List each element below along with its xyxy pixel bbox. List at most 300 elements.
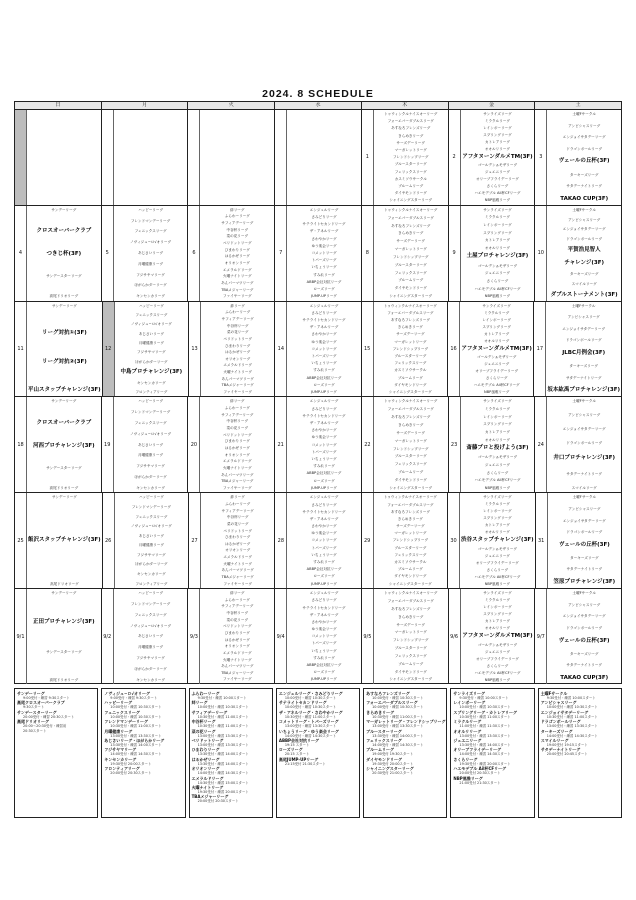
event-item: 土曜Fサークル — [572, 591, 596, 596]
event-item: ミラクルリーグ — [484, 310, 510, 315]
event-item: サタデーナイトリーグ — [566, 663, 602, 668]
event-item: ファイヤーリーグ — [222, 485, 252, 490]
legend-league-time: 11:00受付・練習 11:30スタート — [459, 724, 511, 729]
legend-league-name: 菜の花リーグ — [191, 728, 216, 734]
event-item: ゆう楽会リーグ — [311, 243, 337, 248]
event-item: ブルースターリーグ — [394, 353, 427, 358]
event-item: NBP風雅リーグ — [484, 581, 510, 586]
event-item: はるかぜリーグ — [224, 637, 250, 642]
event-item: 菜の花リーグ — [226, 426, 249, 431]
day-number: 14 — [275, 302, 287, 397]
event-item: ハエモデブル Ail杯CFリーグ — [474, 574, 521, 579]
event-item: ハッピーリーグ — [138, 303, 164, 308]
event-item: サタデーナイトリーグ — [566, 471, 602, 476]
event-item: レインボーリーグ — [482, 317, 511, 322]
event-item: ゴールデンぁモザリーグ — [477, 355, 517, 360]
legend-league-time: 13:00受付・練習 13:30スタート — [110, 733, 162, 738]
day-cell — [102, 110, 189, 205]
event-item: 火曜ナイトリーグ — [223, 657, 252, 662]
day-events — [461, 206, 535, 301]
event-item: ドラゴンボールリーグ — [566, 530, 603, 535]
day-events — [27, 397, 101, 492]
day-cell — [188, 206, 275, 301]
event-item: フジサヤマリーグ — [136, 272, 165, 277]
event-item: ターキーズリーグ — [569, 172, 599, 177]
day-number — [15, 110, 27, 205]
event-item: キンセンカリーグ — [136, 572, 166, 577]
event-item: サンデーリーグ — [51, 207, 77, 212]
event-item: 絆リーグ — [230, 495, 245, 500]
event-item: ゆう楽会リーグ — [311, 435, 337, 440]
legend-league-time: 9:30受付・練習 10:00スタート — [546, 696, 596, 700]
day-number: 19 — [102, 397, 114, 492]
event-item: はるかぜリーグ — [225, 541, 251, 546]
event-item: ミラクルリーグ — [484, 118, 510, 123]
day-number — [275, 110, 287, 205]
legend-league-name: ミラクルリーグ — [453, 719, 482, 725]
day-number: 16 — [448, 302, 460, 397]
event-item: ゴールデンぁモザリーグ — [477, 546, 517, 551]
day-events — [548, 493, 621, 588]
event-item: サテライトセカンドリーグ — [302, 509, 346, 514]
legend-league-name: きらめきリーグ — [366, 709, 395, 715]
legend-league-time: 13:30受付・練習 14:00スタート — [197, 761, 249, 766]
event-highlight: 渋谷スタップチャレンジ(3F) — [461, 537, 534, 544]
event-item: マーガレットリーグ — [394, 531, 427, 536]
legend-league-time: 20:15 スタート — [284, 752, 310, 757]
event-item: ハッピーリーグ — [138, 591, 164, 596]
event-item: オリオンリーグ — [225, 548, 251, 553]
legend-league-time: 9:00受付・練習 9:30スタート — [110, 696, 158, 700]
event-item: TBAメジャーリーグ — [221, 287, 254, 292]
day-events — [200, 206, 274, 301]
event-item: フォーエバーダブルスリーグ — [387, 502, 434, 507]
day-events — [287, 589, 361, 684]
day-number: 3 — [535, 110, 547, 205]
day-events — [287, 206, 361, 301]
event-item: ブルームリーグ — [398, 278, 424, 283]
event-item: ミラクルリーグ — [484, 215, 510, 220]
legend-league-name: はるかぜリーグ — [191, 756, 220, 762]
legend-league-name: NBP風雅リーグ — [453, 775, 483, 781]
event-item: サンライズリーグ — [483, 399, 512, 404]
day-number: 11 — [15, 302, 27, 397]
legend-league-name: ハッピーリーグ — [104, 700, 133, 706]
legend-league-name: アンビシャスリーグ — [540, 700, 577, 706]
day-cell — [103, 493, 189, 588]
legend-league-name: マーガレットリーグ・フレンドシップリーグ — [366, 719, 446, 725]
event-item: ファイヤーリーグ — [223, 389, 253, 394]
event-item: キンセンカリーグ — [136, 380, 166, 385]
legend-league-time: 20:00〜20:30受付・練習前 — [23, 724, 67, 729]
day-number: 25 — [15, 493, 27, 588]
day-cell — [102, 397, 189, 492]
event-item: フロンティアリーグ — [135, 581, 168, 586]
event-item: ハエモデブル Ail杯CFリーグ — [473, 383, 520, 388]
event-item: トゥウィンクルナイスオーリーグ — [384, 399, 438, 404]
legend-league-name: オオルリリーグ — [453, 728, 482, 734]
event-highlight: つきじ杯(3F) — [46, 251, 82, 258]
event-item: フェリックスリーグ — [394, 270, 427, 275]
event-item: ザ・アネルリーグ — [309, 421, 339, 426]
event-item: ミラクルリーグ — [484, 598, 510, 603]
event-item: 土曜Fサークル — [572, 112, 596, 116]
event-item: さわやかリーグ — [311, 524, 337, 529]
event-item: オリーブフライデーリーグ — [475, 369, 519, 374]
event-item: ダイヤモンドリーグ — [394, 669, 427, 674]
legend-league-time: 13:00受付・練習 13:30スタート — [197, 733, 249, 738]
event-item: フォーエバーダブルスリーグ — [387, 215, 434, 220]
event-item: ほがらかダーリーグ — [134, 283, 167, 288]
event-item: ブルースターリーグ — [394, 646, 427, 651]
event-item: 月曜健康リーグ — [138, 645, 164, 650]
event-item: サーズデーリーグ — [396, 239, 425, 244]
legend-league-name: サンデースターリーグ — [17, 709, 57, 715]
event-item: トパーズリーグ — [311, 353, 337, 358]
day-events — [461, 110, 535, 205]
legend-league-time: 13:00受付・練習 13:30スタート — [284, 724, 336, 729]
event-item: ほがらかダーリーグ — [134, 475, 167, 480]
day-events — [374, 493, 447, 588]
day-cell — [535, 110, 621, 205]
event-item: オリーブフライデーリーグ — [476, 177, 519, 182]
event-item: ダイヤモンドリーグ — [394, 574, 427, 579]
event-item: スマイルリーグ — [571, 281, 597, 286]
weekday-label: 月 — [102, 102, 189, 109]
event-highlight: TAKAO CUP(3F) — [560, 195, 609, 202]
legend-column — [450, 688, 534, 818]
event-item: 土曜Fサークル — [572, 207, 596, 212]
event-item: オリーブフライデーリーグ — [476, 656, 519, 661]
event-item: サンデースターリーグ — [46, 465, 82, 470]
legend-league-time: 10:30受付・練習 11:00スタート — [110, 724, 162, 729]
event-item: ローズリーグ — [313, 286, 335, 291]
legend-league-time: 10:30受付・練習 11:00スタート — [459, 714, 511, 719]
day-number: 10 — [535, 206, 547, 301]
day-cell — [188, 589, 275, 684]
event-item: あじさいリーグ — [138, 634, 164, 639]
week-row — [15, 397, 621, 493]
day-cell — [362, 110, 449, 205]
day-events — [287, 493, 360, 588]
event-item: シャイニングスターリーグ — [389, 198, 433, 203]
legend-league-name: エメラルドリーグ — [191, 775, 224, 781]
event-item: レインボーリーグ — [483, 125, 512, 130]
day-cell — [15, 493, 103, 588]
event-item: ふらわーリーグ — [224, 597, 250, 602]
legend-league-time: 10:00受付・練習 10:30スタート — [459, 705, 511, 710]
legend-league-name: サンライズリーグ — [453, 691, 486, 696]
event-item: 月曜健康リーグ — [138, 543, 164, 548]
legend-league-time: 13:30受付・練習 14:00スタート — [459, 743, 511, 748]
legend-league-time: 14:00受付・練習 14:30スタート — [459, 752, 511, 757]
event-item: フジサヤマリーグ — [136, 464, 165, 469]
legend-league-name: ノヴィジュ−ロ√オリーグ — [104, 691, 150, 696]
event-item: アンビシャスリーグ — [568, 217, 601, 222]
legend-league-name: 高尾クロスオーバークラブ — [17, 700, 65, 706]
event-item: ゆう楽会リーグ — [311, 627, 337, 632]
event-item: フレンドシップリーグ — [392, 155, 429, 160]
event-item: エンジェルリーグ — [309, 591, 339, 596]
day-cell — [15, 397, 102, 492]
event-item: ゴールデンぁモザリーグ — [477, 163, 518, 168]
day-events — [27, 589, 101, 684]
legend-league-name: サテライトセカンドリーグ — [278, 700, 327, 706]
day-number: 29 — [362, 493, 374, 588]
legend-league-name: 月曜健康リーグ — [104, 728, 133, 734]
event-item: あすなろフレンズリーグ — [390, 509, 430, 514]
event-item: すみれリーグ — [313, 272, 335, 277]
event-item: フレンドシップリーグ — [392, 638, 429, 643]
event-item: トゥウィンクルナイスオーリーグ — [384, 207, 438, 212]
legend-league-name: サンデーリーグ — [17, 691, 45, 696]
event-item: サンライズリーグ — [483, 207, 512, 212]
day-cell — [102, 206, 189, 301]
legend-league-name: サタデーナイトリーグ — [540, 747, 581, 753]
legend-column — [189, 688, 273, 818]
event-item: フェリックスリーグ — [394, 462, 427, 467]
event-item: エンジョイサタデーリーグ — [562, 326, 606, 331]
day-cell — [188, 110, 275, 205]
event-item: 絆リーグ — [230, 591, 245, 596]
event-highlight: 平山スタップチャレンジ(3F) — [28, 387, 101, 394]
legend-league-name: あすなろフレンズリーグ — [366, 691, 410, 696]
legend-league-time: 10:00受付・練習 10:30スタート — [284, 696, 336, 700]
event-item: エメラルドリーグ — [223, 363, 252, 368]
day-cell — [15, 206, 102, 301]
event-item: 月曜健康リーグ — [138, 453, 164, 458]
day-number — [102, 110, 114, 205]
event-item: ドラゴンボールリーグ — [566, 441, 603, 446]
event-item: フェニックスリーグ — [135, 312, 168, 317]
event-item: フェリックスリーグ — [394, 169, 427, 174]
event-item: 菜の花リーグ — [226, 234, 249, 239]
day-cell — [102, 589, 189, 684]
event-item: ブルースターリーグ — [394, 262, 427, 267]
legend-league-time: 20:00受付 20:30スタート — [197, 799, 239, 804]
event-highlight: 井口プロチャレンジ(3F) — [553, 455, 616, 462]
day-events — [287, 397, 361, 492]
event-item: スプリングリーグ — [483, 516, 512, 521]
event-item: トゥウィンクルナイスオーリーグ — [384, 112, 438, 116]
legend-league-name: ジュエニリーグ — [453, 738, 482, 744]
event-item: ハエモデブル Ail杯CFリーグ — [474, 286, 521, 291]
day-number: 18 — [15, 397, 27, 492]
event-highlight: 平賀浩見智人 — [567, 247, 601, 254]
event-item: フレンドシップリーグ — [392, 346, 429, 351]
event-item: すみれリーグ — [313, 368, 335, 373]
event-highlight: 笠原プロチャレンジ(3F) — [553, 579, 616, 586]
day-number: 26 — [103, 493, 115, 588]
day-events — [200, 110, 274, 205]
legend-league-name: ローズリーグ — [278, 747, 303, 753]
event-item: トゥウィンクルナイスオーリーグ — [384, 591, 438, 596]
day-events — [27, 302, 102, 397]
event-item: いちょうリーグ — [311, 456, 337, 461]
day-cell — [448, 302, 534, 397]
day-cell — [534, 302, 621, 397]
event-item: あすなろフレンズリーグ — [391, 126, 431, 131]
event-item: オリオンリーグ — [224, 260, 250, 265]
day-number: 1 — [362, 110, 374, 205]
event-item: ミラクルリーグ — [484, 502, 510, 507]
event-item: ターキーズリーグ — [570, 555, 599, 560]
day-number: 9/5 — [362, 589, 374, 684]
event-item: オオルリリーグ — [484, 338, 510, 343]
legend-league-time: 9:30受付・練習 10:00スタート — [459, 696, 509, 700]
event-item: さみどりリーグ — [311, 406, 337, 411]
event-item: さくらリーグ — [486, 278, 509, 283]
event-item: サンデーリーグ — [51, 303, 77, 308]
event-item: ブルームリーグ — [398, 470, 424, 475]
event-item: フジサヤマリーグ — [136, 655, 165, 660]
event-item: フェニックスリーグ — [134, 612, 167, 617]
day-events — [374, 397, 448, 492]
day-events — [201, 302, 274, 397]
event-item: フジサヤマリーグ — [137, 552, 166, 557]
event-item: サタデーナイトリーグ — [565, 375, 602, 380]
event-item: フレンドシップリーグ — [392, 446, 429, 451]
legend-league-time: 10:30受付・練習 11:00スタート — [372, 714, 424, 719]
day-cell — [188, 397, 275, 492]
legend-league-time: 10:30受付・練習 11:00スタート — [284, 714, 336, 719]
weekday-label: 土 — [575, 102, 581, 108]
event-item: カトレアリーグ — [484, 331, 510, 336]
weekday-label: 日 — [15, 102, 102, 109]
event-item: アンビシャスリーグ — [568, 602, 601, 607]
day-events — [374, 302, 447, 397]
event-item: 高尾ドリオリーグ — [49, 581, 79, 586]
day-number: 20 — [188, 397, 200, 492]
day-events — [547, 110, 621, 205]
week-row — [15, 302, 621, 398]
day-events — [374, 206, 448, 301]
event-item: キンセンカリーグ — [136, 485, 165, 490]
event-item: エンジェルリーグ — [309, 399, 339, 404]
event-item: 高尾ドリオリーグ — [49, 677, 79, 682]
event-item: オオルリリーグ — [484, 245, 510, 250]
event-item: フェリックスリーグ — [394, 361, 427, 366]
event-item: きらめきリーグ — [398, 423, 424, 428]
event-item: エンジョイサタデーリーグ — [562, 135, 606, 140]
event-item: フレンドマンデーリーグ — [130, 218, 171, 223]
event-item: はるかぜリーグ — [225, 350, 251, 355]
event-item: エンジョイサタデーリーグ — [562, 614, 606, 619]
event-item: きらめきリーグ — [398, 231, 424, 236]
event-item: 火曜ナイトリーグ — [223, 370, 252, 375]
event-item: ベリドットリーグ — [223, 528, 252, 533]
event-item: 火曜ナイトリーグ — [223, 465, 252, 470]
event-item: NBP風雅リーグ — [484, 485, 511, 490]
event-item: ザ・アネルリーグ — [309, 612, 339, 617]
event-item: いちょうリーグ — [311, 552, 337, 557]
event-item: ABBP会社対抗リーグ — [306, 471, 342, 476]
day-events — [200, 397, 274, 492]
day-events — [27, 206, 101, 301]
event-item: ローズリーグ — [313, 478, 335, 483]
legend-league-time: 10:00受付・練習 10:30スタート — [197, 705, 249, 710]
legend-league-time: 21:15受付 21:30スタート — [284, 761, 326, 766]
legend-league-time: 10:00受付・練習 10:30スタート — [284, 705, 336, 710]
event-item: あすなろフレンズリーグ — [390, 318, 430, 323]
event-item: ABBP会社対抗リーグ — [306, 375, 342, 380]
legend-league-time: 10:00受付・練習 10:30スタート — [110, 705, 162, 710]
event-item: フェニックスリーグ — [134, 421, 167, 426]
legend-league-name: 火曜ナイトリーグ — [191, 785, 224, 791]
day-number: 5 — [102, 206, 114, 301]
event-item: フジサヤマリーグ — [137, 350, 166, 355]
day-cell — [448, 493, 536, 588]
event-item: ひまわりリーグ — [224, 630, 250, 635]
page-title: 2024. 8 SCHEDULE — [262, 88, 374, 100]
legend-league-time: 20:00受付 20:30スタート — [110, 771, 152, 776]
week-row — [15, 206, 621, 302]
event-item: NBP風雅リーグ — [484, 677, 511, 682]
event-item: サフィアデーリーグ — [221, 604, 254, 609]
event-item: ハッピーリーグ — [138, 207, 164, 212]
event-highlight: ヴェールの丘杯(3F) — [558, 158, 610, 165]
event-highlight: ダブルストーナメント(3F) — [550, 291, 618, 298]
legend-league-time: 14:00受付・練習 14:30スタート — [372, 743, 424, 748]
event-item: ドラゴンボールリーグ — [566, 146, 603, 151]
event-item: サテライトセカンドリーグ — [302, 605, 346, 610]
event-item: ターキーズリーグ — [569, 364, 598, 369]
event-item: JUMP-UPリーグ — [311, 389, 337, 394]
event-item: あすなろフレンズリーグ — [391, 223, 431, 228]
day-events — [374, 110, 448, 205]
event-item: スプリングリーグ — [483, 612, 512, 617]
day-cell — [449, 589, 536, 684]
event-item: フレンドマンデーリーグ — [130, 410, 171, 415]
event-item: NBP風雅リーグ — [484, 390, 510, 395]
legend-league-time: 10:00受付・練習 10:30スタート — [372, 705, 424, 710]
legend-league-time: 14:00受付・練習 14:30スタート — [197, 771, 249, 776]
event-item: サフィアデーリーグ — [221, 412, 254, 417]
event-item: さくらリーグ — [486, 470, 509, 475]
event-item: 月曜健康リーグ — [138, 261, 164, 266]
event-item: レインボーリーグ — [483, 605, 512, 610]
calendar-weeks — [15, 110, 621, 684]
event-item: JUMP-UPリーグ — [311, 294, 337, 299]
day-cell — [449, 206, 536, 301]
weekday-label: 木 — [362, 102, 449, 109]
legend-league-time: 14:00受付・練習 14:30スタート — [546, 733, 598, 738]
day-events — [114, 397, 188, 492]
event-item: JUMP-UPリーグ — [311, 485, 337, 490]
event-item: 絆リーグ — [230, 303, 245, 308]
event-item: きらめきリーグ — [398, 133, 424, 138]
day-number: 9/4 — [275, 589, 287, 684]
event-item: フロンティアリーグ — [135, 390, 168, 395]
legend-league-time: 9:30スタート — [23, 705, 45, 710]
day-events — [114, 206, 188, 301]
legend-league-name: ハエモデブル Ail杯CFリーグ — [453, 766, 507, 772]
event-item: シャイニングスターリーグ — [388, 581, 432, 586]
event-item: TBAメジャーリーグ — [221, 575, 254, 579]
event-item: ドラゴンボールリーグ — [566, 625, 603, 630]
event-item: マーガレットリーグ — [394, 147, 427, 152]
weekday-label: 水 — [275, 102, 362, 109]
legend-league-name: ふらわーリーグ — [191, 691, 220, 696]
event-item: ふらわーリーグ — [225, 501, 251, 506]
legend-league-name: エンジョイサタデーリーグ — [540, 709, 589, 715]
legend-league-name: ABBP会社対抗リーグ — [278, 738, 319, 744]
event-item: ブルームリーグ — [397, 567, 423, 572]
event-item: サーズデーリーグ — [396, 622, 425, 627]
legend-league-time: 20:00受付 20:30スタート — [459, 771, 501, 776]
day-cell — [189, 302, 275, 397]
event-item: ベリドットリーグ — [222, 432, 252, 437]
